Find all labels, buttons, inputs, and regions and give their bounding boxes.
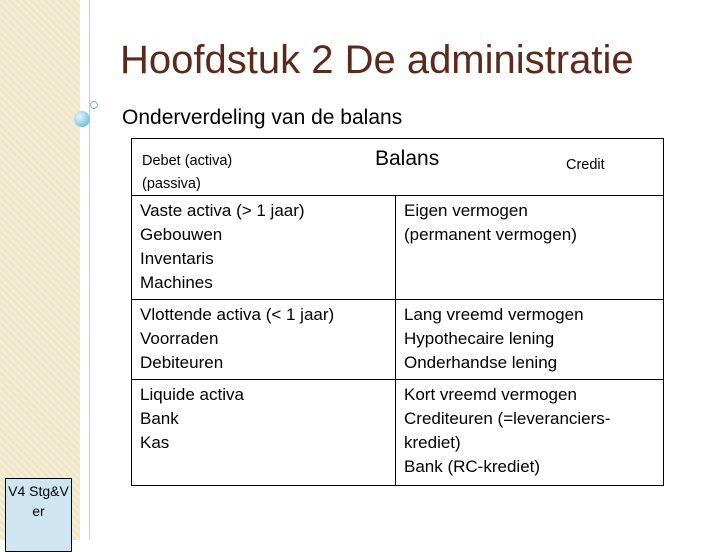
- credit-line: (permanent vermogen): [404, 225, 577, 244]
- credit-line: Onderhandse lening: [404, 353, 558, 372]
- band-divider: [89, 0, 90, 540]
- debet-cell: [132, 196, 396, 300]
- debet-cell: [132, 380, 396, 486]
- balance-row-vlottende-activa: [132, 300, 664, 380]
- balance-header-cell: [132, 139, 664, 196]
- debet-line: Gebouwen: [140, 225, 223, 244]
- slide-subtitle: Onderverdeling van de balans: [122, 106, 403, 129]
- balance-row-liquide-activa: [132, 380, 664, 486]
- credit-line: Lang vreemd vermogen: [404, 305, 584, 324]
- balance-header-row: [132, 139, 664, 196]
- header-passiva-label: (passiva): [142, 176, 201, 192]
- credit-cell: [396, 196, 664, 300]
- credit-line: Eigen vermogen: [404, 201, 528, 220]
- debet-line: Debiteuren: [140, 353, 224, 372]
- debet-line: Bank: [140, 409, 179, 428]
- debet-line: Voorraden: [140, 329, 219, 348]
- debet-line: Vlottende activa (< 1 jaar): [140, 305, 335, 324]
- credit-cell: [396, 300, 664, 380]
- header-credit-label: Credit: [566, 157, 605, 173]
- balance-row-vaste-activa: [132, 196, 664, 300]
- credit-line: Kort vreemd vermogen: [404, 385, 577, 404]
- credit-cell: [396, 380, 664, 486]
- balance-table: [131, 138, 664, 486]
- slide-title: Hoofdstuk 2 De administratie: [120, 38, 634, 82]
- debet-cell: [132, 300, 396, 380]
- header-balans-label: Balans: [375, 147, 440, 170]
- header-debet-label: Debet (activa): [142, 153, 233, 169]
- credit-line: Crediteuren (=leveranciers-: [404, 409, 611, 428]
- credit-line: krediet): [404, 433, 461, 452]
- decorative-left-band: [0, 0, 80, 540]
- debet-line: Machines: [140, 273, 213, 292]
- debet-line: Vaste activa (> 1 jaar): [140, 201, 305, 220]
- debet-line: Kas: [140, 433, 170, 452]
- credit-line: Bank (RC-krediet): [404, 457, 541, 476]
- debet-line: Inventaris: [140, 249, 214, 268]
- credit-line: Hypothecaire lening: [404, 329, 555, 348]
- debet-line: Liquide activa: [140, 385, 244, 404]
- bullet-circle-icon: [74, 111, 90, 127]
- version-label: V4 Stg&Ver: [5, 478, 72, 552]
- decorative-small-circle-icon: [90, 101, 98, 109]
